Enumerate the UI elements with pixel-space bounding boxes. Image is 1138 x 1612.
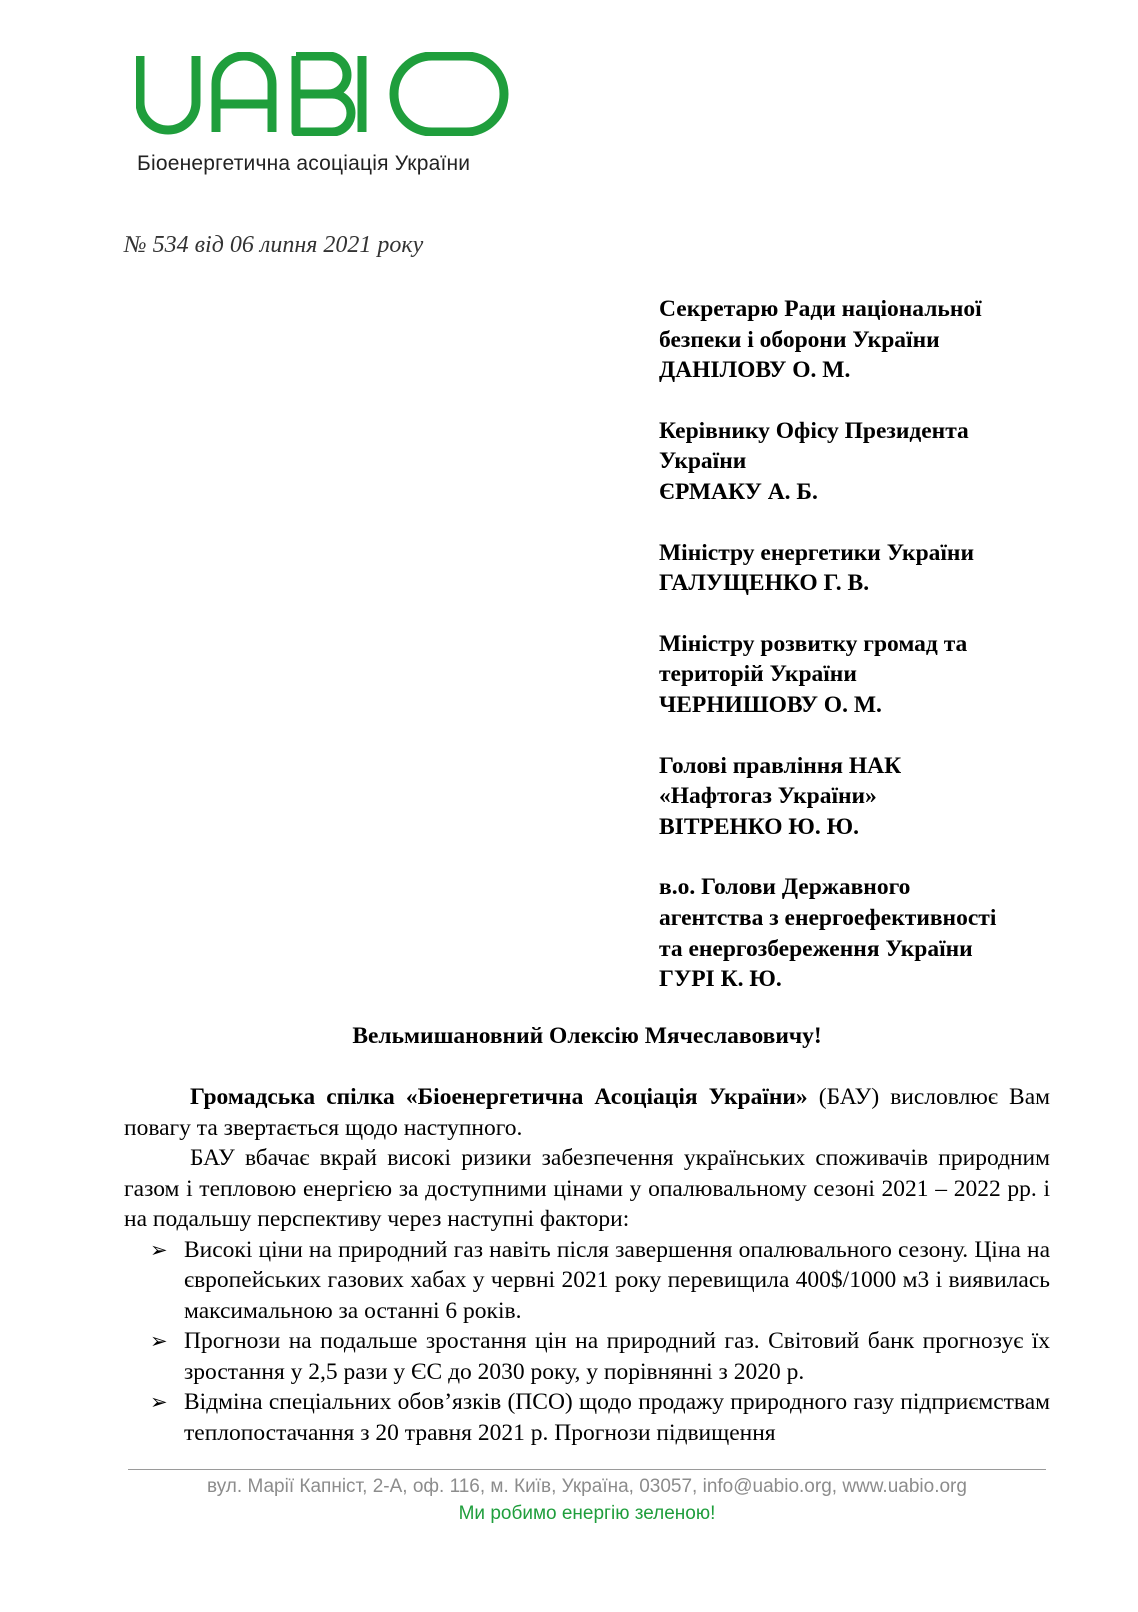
uabio-logo-graphic: [136, 52, 516, 136]
organization-name: Громадська спілка «Біоенергетична Асоціація України»: [190, 1084, 808, 1110]
recipient-line: територій України: [659, 661, 857, 688]
list-item: [150, 1326, 1050, 1387]
document-number-date: № 534 від 06 липня 2021 року: [124, 232, 424, 258]
recipient-communities-minister: [659, 629, 1079, 721]
recipient-line: ГАЛУЩЕНКО Г. В.: [659, 570, 870, 597]
recipient-line: Міністру розвитку громад та: [659, 630, 968, 657]
organization-tagline: Біоенергетична асоціація України: [137, 152, 471, 175]
recipient-line: ЄРМАКУ А. Б.: [659, 478, 818, 505]
recipient-line: ВІТРЕНКО Ю. Ю.: [659, 813, 859, 840]
footer-slogan: Ми робимо енергію зеленою!: [458, 1503, 716, 1524]
recipient-line: Керівнику Офісу Президента: [659, 417, 969, 444]
arrow-right-icon: ➢: [150, 1329, 168, 1353]
arrow-right-icon: ➢: [150, 1237, 168, 1262]
list-item-text: Високі ціни на природний газ навіть після завершення опалювального сезону. Ціна на європейських газових хабах у червні 2021 року перевищила 400$/1000 м3 і виявилась максимальною за останні 6 років.: [184, 1236, 1050, 1324]
recipient-line: агентства з енергоефективності: [659, 904, 997, 931]
body-paragraph: БАУ вбачає вкрай високі ризики забезпечення українських споживачів природним газом і тепловою енергією за доступними цінами у опалювальному сезоні 2021 – 2022 рр. і на подальшу перспективу через наступні фактори:: [124, 1145, 1050, 1232]
recipient-line: в.о. Голови Державного: [659, 874, 911, 901]
recipient-line: Голові правління НАК: [659, 752, 902, 779]
list-item-text: Відміна спеціальних обов’язків (ПСО) щодо продажу природного газу підприємствам теплопостачання з 20 травня 2021 р. Прогнози підвищення: [184, 1389, 1050, 1446]
recipient-line: «Нафтогаз України»: [659, 783, 877, 810]
risk-factors-list: [124, 1235, 1050, 1449]
recipient-line: Секретарю Ради національної: [659, 296, 982, 322]
recipient-naftogaz-head: [659, 751, 1079, 843]
recipient-line: ДАНІЛОВУ О. М.: [659, 357, 851, 384]
arrow-right-icon: ➢: [150, 1390, 168, 1414]
letter-body: [124, 1082, 1050, 1448]
recipient-line: Міністру енергетики України: [659, 539, 975, 566]
uabio-logo: [136, 52, 516, 136]
recipient-president-office-head: [659, 416, 1079, 508]
body-text: (БАУ) висловлює Вам повагу та звертається щодо наступного.: [124, 1084, 1050, 1141]
recipients-block: [659, 294, 1079, 1025]
footer-divider: [128, 1469, 1046, 1470]
footer-address: вул. Марії Капніст, 2-А, оф. 116, м. Київ, Україна, 03057, info@uabio.org, www.uabio.org: [207, 1476, 967, 1497]
letter-greeting: Вельмишановний Олексію Мячеславовичу!: [352, 1023, 822, 1049]
recipient-line: України: [659, 448, 747, 475]
list-item-text: Прогнози на подальше зростання цін на природний газ. Світовий банк прогнозує їх зростання у 2,5 рази у ЄС до 2030 року, у порівнянні з 2020 р.: [184, 1328, 1050, 1385]
list-item: [150, 1387, 1050, 1448]
body-paragraph: [124, 1082, 1050, 1143]
list-item: [150, 1235, 1050, 1327]
recipient-energy-minister: [659, 538, 1079, 599]
recipient-line: ЧЕРНИШОВУ О. М.: [659, 691, 882, 718]
recipient-line: та енергозбереження України: [659, 935, 973, 962]
recipient-line: ГУРІ К. Ю.: [659, 966, 782, 993]
recipient-energy-efficiency-agency-head: [659, 872, 1079, 994]
recipient-nsdc-secretary: [659, 294, 1079, 386]
recipient-line: безпеки і оборони України: [659, 326, 940, 353]
